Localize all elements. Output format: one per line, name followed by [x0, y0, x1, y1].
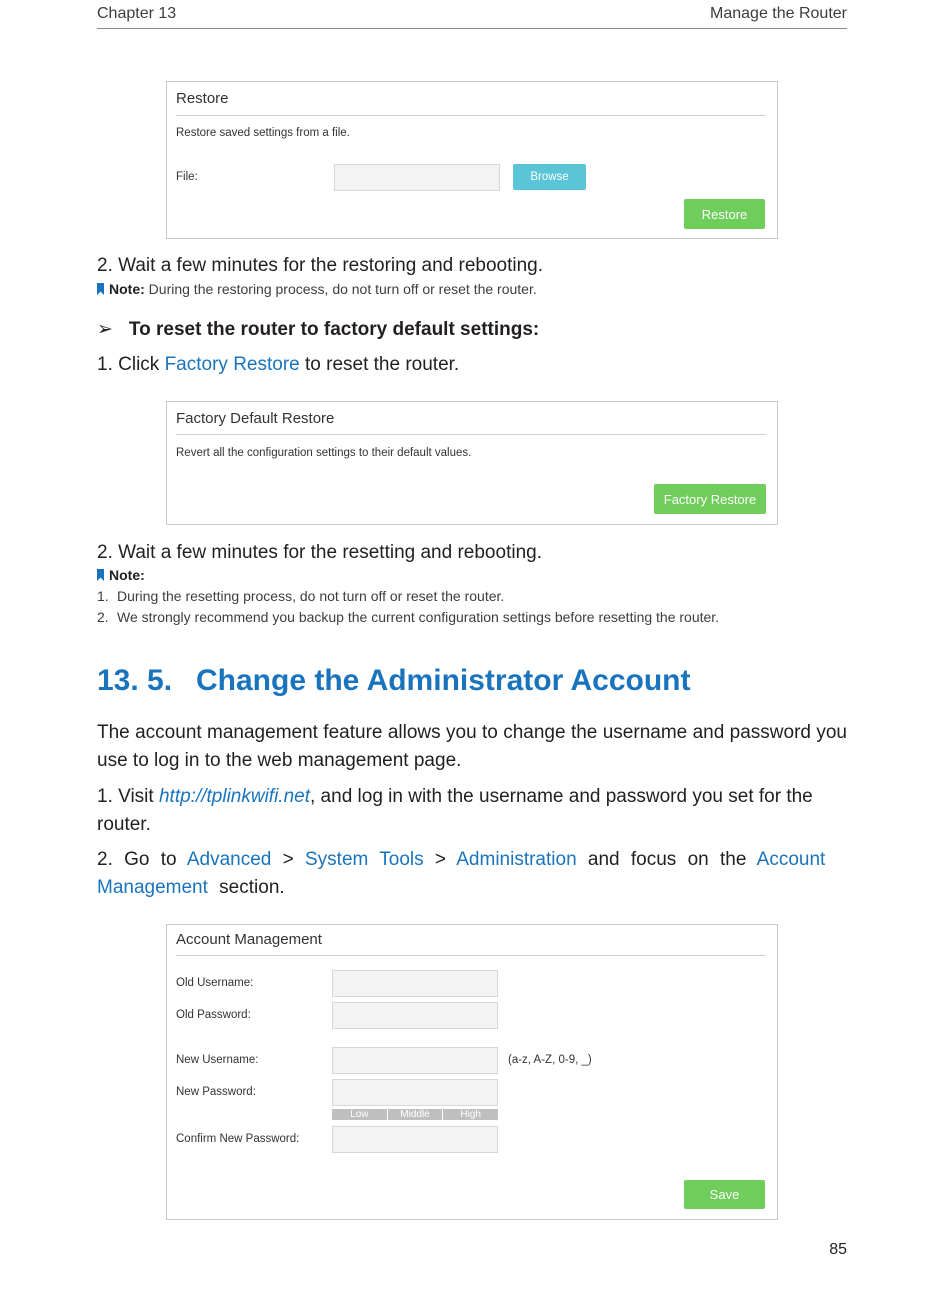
tplinkwifi-link[interactable]: http://tplinkwifi.net: [158, 786, 310, 807]
bookmark-icon: [97, 283, 104, 295]
account-panel-title: Account Management: [176, 931, 322, 948]
note-item-number: 1.: [97, 588, 109, 604]
account-step-1: [97, 783, 847, 839]
intro-paragraph: The account management feature allows you to change the username and password you use to log in to the web management page.: [97, 722, 847, 771]
confirm-password-label: Confirm New Password:: [176, 1133, 300, 1145]
confirm-password-input[interactable]: [332, 1126, 498, 1153]
account-management-panel: [166, 924, 778, 1220]
separator: >: [423, 849, 457, 870]
old-password-input[interactable]: [332, 1002, 498, 1029]
old-username-label: Old Username:: [176, 977, 254, 989]
reset-note-item: [97, 588, 504, 604]
factory-restore-panel: [166, 401, 778, 525]
administration-link[interactable]: Administration: [456, 849, 577, 870]
note-label: Note:: [109, 567, 145, 583]
bookmark-icon: [97, 569, 104, 581]
step-text: 1. Click: [97, 354, 165, 375]
strength-high: High: [443, 1109, 498, 1120]
new-password-label: New Password:: [176, 1086, 256, 1098]
separator: >: [271, 849, 305, 870]
file-label: File:: [176, 171, 198, 183]
note-text: During the restoring process, do not turn off or reset the router.: [148, 281, 537, 297]
factory-restore-button[interactable]: Factory Restore: [654, 484, 766, 514]
step-text: , and log in with the username and password you set for the router.: [97, 786, 813, 835]
step-text: to reset the router.: [299, 354, 460, 375]
file-input[interactable]: [334, 164, 500, 191]
new-username-label: New Username:: [176, 1054, 259, 1066]
step-text: and focus on the: [576, 849, 757, 870]
factory-heading: [97, 318, 539, 341]
restore-button[interactable]: Restore: [684, 199, 765, 229]
strength-middle: Middle: [388, 1109, 444, 1120]
factory-step-1: [97, 354, 459, 376]
factory-restore-link[interactable]: Factory Restore: [164, 354, 300, 375]
page-number: 85: [829, 1241, 847, 1258]
restore-panel: [166, 81, 778, 239]
factory-heading-text: To reset the router to factory default settings:: [128, 319, 540, 340]
system-tools-link[interactable]: System Tools: [305, 849, 424, 870]
restore-description: Restore saved settings from a file.: [176, 127, 350, 139]
account-step-2: [97, 846, 847, 902]
reset-step-2: 2. Wait a few minutes for the resetting and rebooting.: [97, 542, 542, 563]
panel-divider: [176, 115, 766, 116]
factory-description: Revert all the configuration settings to their default values.: [176, 447, 472, 459]
new-password-input[interactable]: [332, 1079, 498, 1106]
strength-low: Low: [332, 1109, 388, 1120]
chapter-label: Chapter 13: [97, 5, 177, 22]
old-username-input[interactable]: [332, 970, 498, 997]
step-text: 2. Go to: [97, 849, 187, 870]
note-item-text: We strongly recommend you backup the current configuration settings before resetting the router.: [117, 609, 720, 625]
save-button[interactable]: Save: [684, 1180, 765, 1209]
restore-step-2: 2. Wait a few minutes for the restoring and rebooting.: [97, 255, 544, 276]
advanced-link[interactable]: Advanced: [186, 849, 272, 870]
note-label: Note:: [109, 281, 145, 297]
restore-note: [97, 281, 537, 297]
account-management-link[interactable]: Account Management: [97, 849, 826, 898]
note-item-number: 2.: [97, 609, 109, 625]
password-strength-meter: [332, 1109, 498, 1120]
new-username-input[interactable]: [332, 1047, 498, 1074]
step-text: section.: [207, 877, 285, 898]
restore-panel-title: Restore: [176, 90, 229, 107]
arrow-icon: ➢: [97, 319, 113, 340]
new-username-hint: (a-z, A-Z, 0-9, _): [508, 1054, 592, 1066]
section-number: 13. 5.: [97, 664, 173, 697]
reset-note-item: [97, 609, 719, 625]
old-password-label: Old Password:: [176, 1009, 251, 1021]
header-divider: [97, 28, 847, 29]
reset-note: [97, 567, 145, 583]
factory-panel-title: Factory Default Restore: [176, 410, 335, 427]
browse-button[interactable]: Browse: [513, 164, 586, 190]
section-title: Change the Administrator Account: [196, 664, 691, 697]
step-text: 1. Visit: [97, 786, 159, 807]
chapter-title: Manage the Router: [710, 5, 847, 22]
section-heading: [97, 664, 690, 698]
panel-divider: [176, 434, 766, 435]
note-item-text: During the resetting process, do not turn off or reset the router.: [117, 588, 505, 604]
panel-divider: [176, 955, 766, 956]
